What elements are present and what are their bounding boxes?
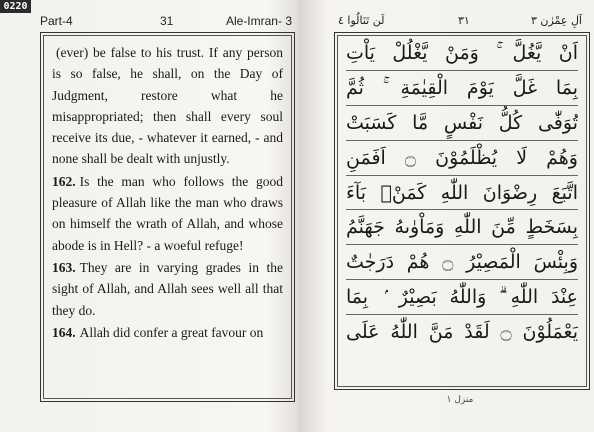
translation-text — [43, 35, 292, 399]
arabic-line: وَهُمْ لَا يُظْلَمُوْنَ ۝ اَفَمَنِ — [346, 141, 578, 176]
right-page-number: ٣١ — [458, 14, 470, 27]
verse-text: They are in varying grades in the sight of Allah, and Allah sees well all that they do. — [52, 259, 283, 318]
arabic-text — [337, 35, 587, 387]
arabic-line: بِمَا غَلَّ يَوْمَ الْقِيٰمَةِ ۚ ثُمَّ — [346, 71, 578, 106]
left-page-header — [40, 14, 292, 30]
left-part-label: Part-4 — [40, 14, 73, 28]
translation-paragraph — [52, 322, 283, 343]
translation-frame — [40, 32, 295, 402]
verse-number: 164. — [52, 324, 76, 340]
arabic-line: تُوَفّٰى كُلُّ نَفْسٍ مَّا كَسَبَتْ — [346, 106, 578, 141]
verse-number: 163. — [52, 259, 76, 275]
verse-text: (ever) be false to his trust. If any person is so false, he shall, on the Day of Judgment, restore what he misappropriated; then shall every soul receive its due, - whatever it earned, - and none shall be dealt with unjustly. — [52, 45, 283, 167]
right-page-header — [332, 14, 584, 30]
arabic-line: عِنْدَ اللّٰهِ ۗ وَاللّٰهُ بَصِيْرٌ ۢ بِمَا — [346, 280, 578, 315]
arabic-frame — [334, 32, 590, 390]
left-page-number: 31 — [160, 14, 174, 28]
arabic-line: وَبِئْسَ الْمَصِيْرُ ۝ هُمْ دَرَجٰتٌ — [346, 245, 578, 280]
verse-number: 162. — [52, 173, 76, 189]
verse-text: Is the man who follows the good pleasure of Allah like the man who draws on himself the wrath of Allah, and whose abode is in Hell? - a woeful refuge! — [52, 173, 283, 253]
arabic-line: اَنْ يَّغُلَّ ۚ وَمَنْ يَّغْلُلْ يَاْتِ — [346, 36, 578, 71]
verse-text: Allah did confer a great favour on — [79, 324, 264, 340]
page-badge: 0220 — [0, 0, 31, 13]
translation-paragraph — [52, 171, 283, 256]
translation-paragraph — [52, 42, 283, 170]
arabic-line: اتَّبَعَ رِضْوَانَ اللّٰهِ كَمَنْۢ بَآءَ — [346, 176, 578, 211]
right-part-label: لَن تَنَالُوا ٤ — [338, 14, 385, 27]
right-surah-label: آلِ عِمْرٰن ٣ — [530, 14, 582, 27]
manzil-footer: منزل ١ — [446, 395, 474, 405]
left-surah-label: Ale-Imran- 3 — [225, 14, 292, 28]
arabic-line: يَعْمَلُوْنَ ۝ لَقَدْ مَنَّ اللّٰهُ عَلَى — [346, 321, 578, 344]
arabic-line: بِسَخَطٍ مِّنَ اللّٰهِ وَمَاْوٰىهُ جَهَنَّمُ — [346, 210, 578, 245]
translation-paragraph — [52, 257, 283, 321]
